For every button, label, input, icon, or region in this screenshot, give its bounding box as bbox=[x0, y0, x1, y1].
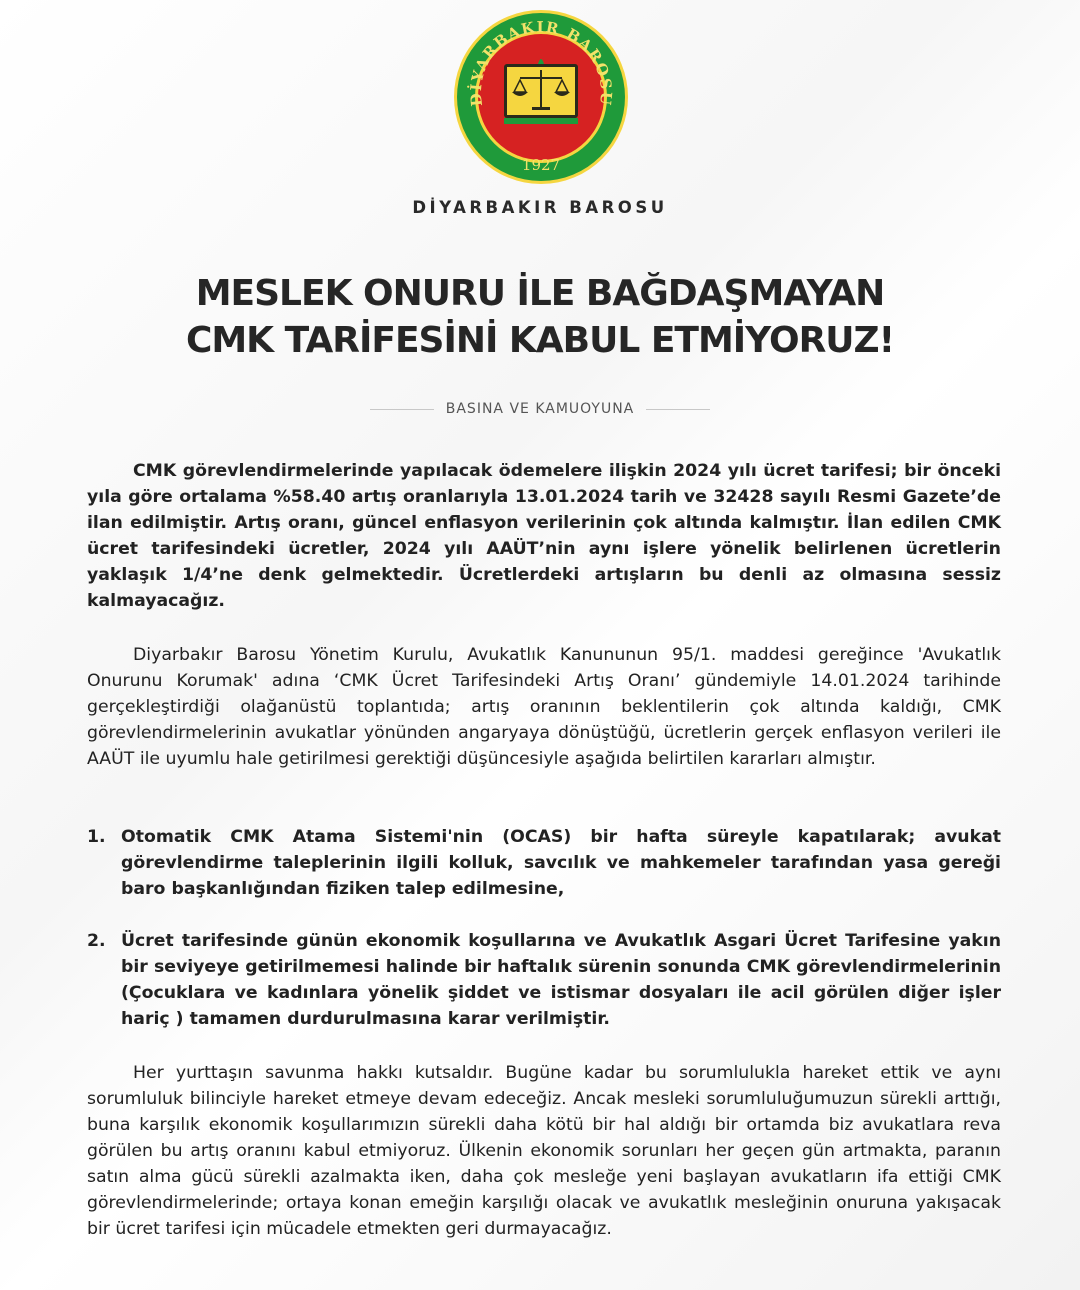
decision-paragraph: Diyarbakır Barosu Yönetim Kurulu, Avukatlık Kanununun 95/1. maddesi gereğince 'Avukatlık Onurunu Korumak' adına ‘CMK Ücret Tarifesindeki Artış Oranı’ gündemiyle 14.01.2024 tarihinde gerçekleştirdiği olağanüstü toplantıda; artış oranının beklentilerin çok altında kaldığı, CMK görevlendirmelerinin avukatlar yönünden angaryaya dönüştüğü, ücretlerin gerçek enflasyon verileri ile AAÜT ile uyumlu hale getirilmesi gerektiği düşüncesiyle aşağıda belirtilen kararları almıştır. bbox=[87, 645, 1001, 769]
item-number: 1. bbox=[87, 827, 106, 847]
left-divider bbox=[370, 409, 434, 410]
seal-ring-text: DİYARBAKIR BAROSU bbox=[466, 18, 616, 108]
item-number: 2. bbox=[87, 931, 106, 951]
organization-name: DİYARBAKIR BAROSU bbox=[412, 198, 668, 217]
page-headline bbox=[0, 270, 1080, 364]
decision-item-2 bbox=[87, 928, 1001, 1032]
bar-association-seal bbox=[452, 8, 630, 186]
bar-association-logo bbox=[452, 8, 630, 186]
subtitle: BASINA VE KAMUOYUNA bbox=[445, 401, 635, 417]
scales-of-justice-icon bbox=[504, 59, 578, 124]
intro-paragraph: CMK görevlendirmelerinde yapılacak ödemelere ilişkin 2024 yılı ücret tarifesi; bir önceki yıla göre ortalama %58.40 artış oranlarıyla 13.01.2024 tarih ve 32428 sayılı Resmi Gazete’de ilan edilmiştir. Artış oranı, güncel enflasyon verilerinin çok altında kalmıştır. İlan edilen CMK ücret tarifesindeki ücretler, 2024 yılı AAÜT’nin aynı işlere yönelik belirlenen ücretlerin yaklaşık 1/4’ne denk gelmektedir. Ücretlerdeki artışların bu denli az olmasına sessiz kalmayacağız. bbox=[87, 461, 1001, 611]
right-divider bbox=[646, 409, 710, 410]
seal-year: 1927 bbox=[521, 156, 561, 174]
subtitle-row bbox=[370, 398, 710, 420]
decision-item-1 bbox=[87, 824, 1001, 902]
headline-line-2: CMK TARİFESİNİ KABUL ETMİYORUZ! bbox=[185, 320, 895, 361]
item-text: Otomatik CMK Atama Sistemi'nin (OCAS) bir hafta süreyle kapatılarak; avukat görevlendirme taleplerinin ilgili kolluk, savcılık ve mahkemeler tarafından yasa gereği baro başkanlığından fiziken talep edilmesine, bbox=[121, 827, 1001, 899]
item-text: Ücret tarifesinde günün ekonomik koşullarına ve Avukatlık Asgari Ücret Tarifesine yakın bir seviyeye getirilmemesi halinde bir haftalık sürenin sonunda CMK görevlendirmelerinin (Çocuklara ve kadınlara yönelik şiddet ve istismar dosyaları ile acil görülen diğer işler hariç ) tamamen durdurulmasına karar verilmiştir. bbox=[121, 931, 1001, 1029]
closing-paragraph: Her yurttaşın savunma hakkı kutsaldır. Bugüne kadar bu sorumlulukla hareket ettik ve aynı sorumluluk bilinciyle hareket etmeye devam edeceğiz. Ancak mesleki sorumluluğumuzun sürekli arttığı, buna karşılık ekonomik koşullarımızın sürekli daha kötü bir hal aldığı bir ortamda biz avukatlara reva görülen bu artış oranını kabul etmiyoruz. Ülkenin ekonomik sorunları her geçen gün artmakta, paranın satın alma gücü sürekli azalmakta iken, daha çok mesleğe yeni başlayan avukatların ifa ettiği CMK görevlendirmelerinde; ortaya konan emeğin karşılığı olacak ve avukatlık mesleğinin onuruna yakışacak bir ücret tarifesi için mücadele etmekten geri durmayacağız. bbox=[87, 1063, 1001, 1239]
headline-line-1: MESLEK ONURU İLE BAĞDAŞMAYAN bbox=[195, 273, 885, 314]
